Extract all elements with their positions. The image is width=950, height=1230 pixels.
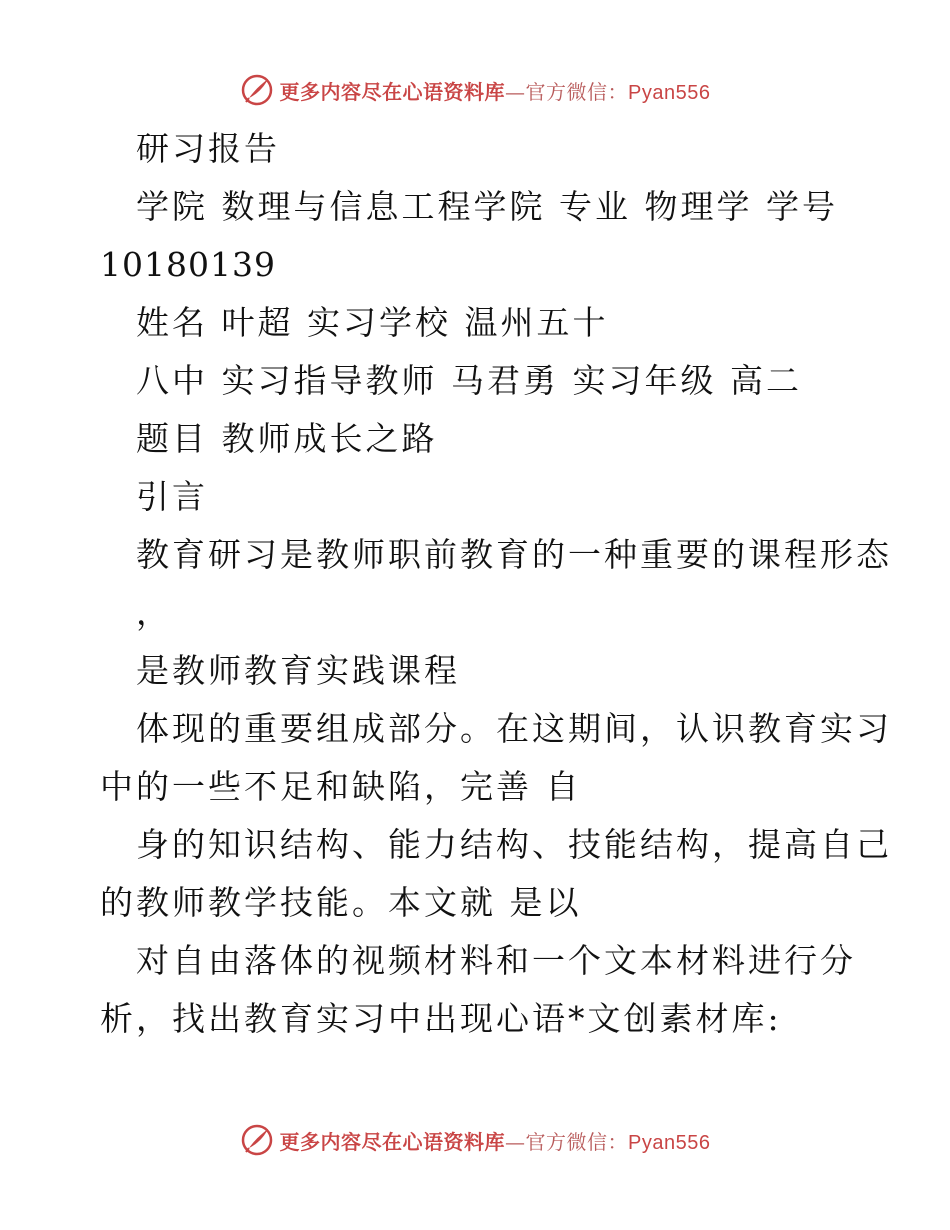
watermark-header <box>0 70 950 110</box>
feather-circle-icon <box>240 73 274 107</box>
watermark-brand: 更多内容尽在心语资料库 <box>279 79 506 104</box>
paragraph-line: 是教师教育实践课程 <box>136 651 460 690</box>
feather-circle-icon <box>240 1123 274 1157</box>
report-title: 研习报告 <box>136 129 280 168</box>
paragraph-line: 身的知识结构、能力结构、技能结构，提高自己 <box>136 825 892 864</box>
topic-line: 题目 教师成长之路 <box>136 419 438 458</box>
document-body <box>100 120 892 1048</box>
watermark-wechat-id: Pyan556 <box>628 81 711 104</box>
paragraph-line: 中的一些不足和缺陷，完善 自 <box>100 767 582 806</box>
watermark-separator: — <box>505 1129 526 1154</box>
watermark-wechat-label: 官方微信： <box>525 79 629 104</box>
text-line: 八中 实习指导教师 马君勇 实习年级 高二 <box>136 361 802 400</box>
paragraph-line: 教育研习是教师职前教育的一种重要的课程形态 <box>136 535 892 574</box>
paragraph-line: 析，找出教育实习中出现心语*文创素材库: <box>100 999 782 1038</box>
watermark-text <box>280 1126 711 1155</box>
watermark-brand: 更多内容尽在心语资料库 <box>279 1129 506 1154</box>
paragraph-line: 对自由落体的视频材料和一个文本材料进行分 <box>136 941 856 980</box>
paragraph-line: ， <box>136 593 172 632</box>
watermark-text <box>280 76 711 105</box>
watermark-footer <box>0 1120 950 1160</box>
watermark-wechat-id: Pyan556 <box>628 1131 711 1154</box>
watermark-wechat-label: 官方微信： <box>525 1129 629 1154</box>
watermark-footer-inner <box>240 1123 711 1157</box>
watermark-header-inner <box>240 73 711 107</box>
watermark-separator: — <box>505 79 526 104</box>
paragraph-line: 体现的重要组成部分。在这期间，认识教育实习 <box>136 709 892 748</box>
paragraph-line: 的教师教学技能。本文就 是以 <box>100 883 582 922</box>
text-line: 姓名 叶超 实习学校 温州五十 <box>136 303 609 342</box>
student-number: 10180139 <box>100 245 276 284</box>
section-heading: 引言 <box>136 477 208 516</box>
text-line: 学院 数理与信息工程学院 专业 物理学 学号 <box>136 187 838 226</box>
